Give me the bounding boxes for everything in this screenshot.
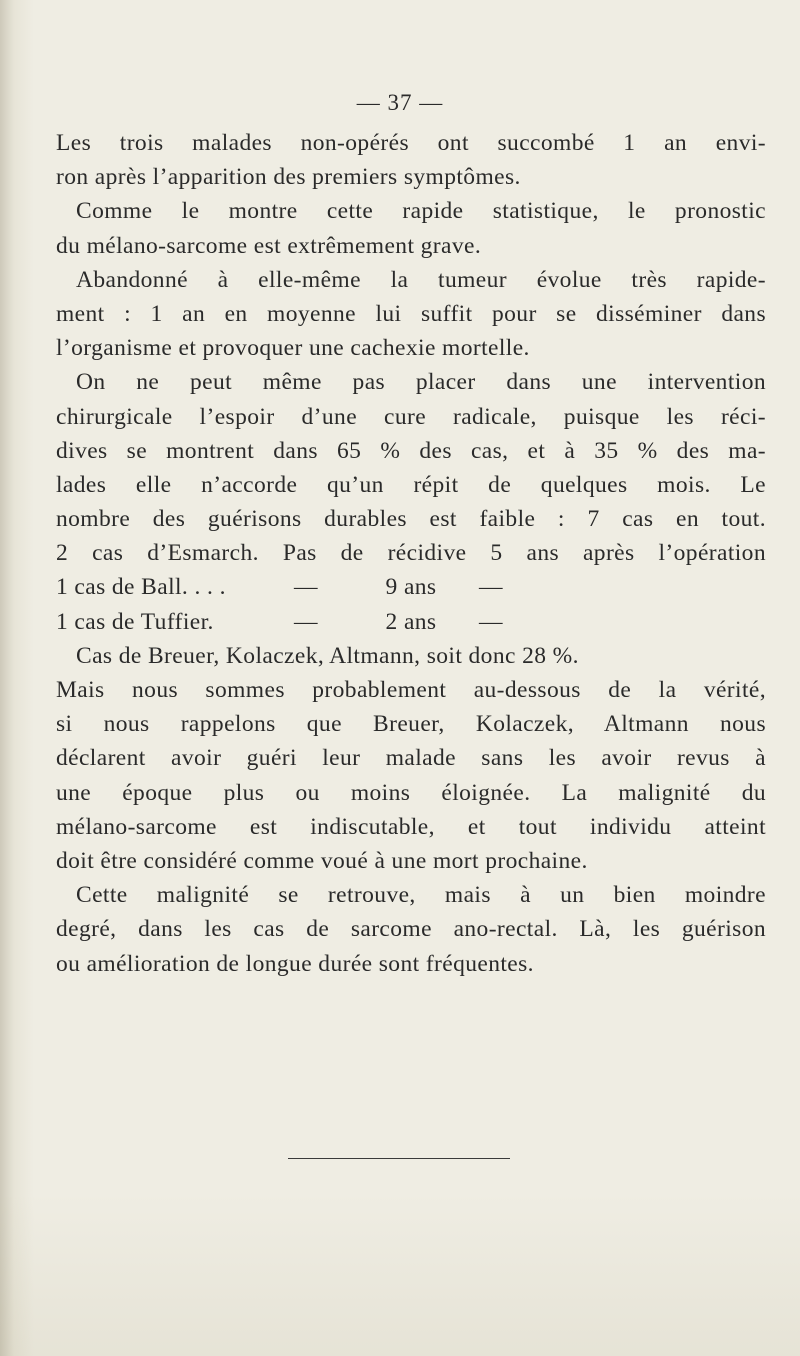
text-line: Abandonné à elle-même la tumeur évolue très rapide- — [76, 266, 766, 293]
paragraph-3 — [56, 365, 766, 536]
text-line: chirurgicale l’espoir d’une cure radicale, puisque les réci- — [56, 403, 766, 430]
text-line: Cas de Breuer, Kolaczek, Altmann, soit donc 28 %. — [76, 642, 579, 669]
text-line: l’organisme et provoquer une cachexie mortelle. — [56, 335, 530, 362]
case-label: 1 cas de Ball. . . . — [56, 574, 226, 601]
text-line: doit être considéré comme voué à une mort prochaine. — [56, 847, 588, 874]
paragraph-4 — [56, 639, 766, 878]
text-line: Mais nous sommes probablement au-dessous de la vérité, — [56, 677, 766, 703]
text-line: du mélano-sarcome est extrêmement grave. — [56, 232, 482, 259]
case-dash: — — [294, 608, 318, 635]
paragraph-1 — [56, 126, 766, 263]
text-line: ron après l’apparition des premiers symptômes. — [56, 164, 521, 191]
text-line: une époque plus ou moins éloignée. La malignité du — [56, 779, 766, 806]
case-dash: — — [294, 574, 318, 601]
text-line: lades elle n’accorde qu’un répit de quelques mois. Le — [56, 471, 766, 498]
text-line: degré, dans les cas de sarcome ano-rectal. Là, les guérison — [56, 916, 766, 943]
case-dash: — — [479, 608, 503, 635]
text-line: nombre des guérisons durables est faible : 7 cas en tout. — [56, 506, 766, 533]
text-line: ment : 1 an en moyenne lui suffit pour se disséminer dans — [56, 300, 766, 327]
page-number: — 37 — — [356, 90, 444, 115]
body-text — [56, 126, 766, 981]
paragraph-2 — [56, 263, 766, 366]
text-line: ou amélioration de longue durée sont fréquentes. — [56, 950, 534, 977]
cases-list — [56, 536, 766, 639]
case-label: 1 cas de Tuffier. — [56, 608, 214, 635]
case-dash: — — [479, 574, 503, 601]
text-line: si nous rappelons que Breuer, Kolaczek, Altmann nous — [56, 711, 766, 738]
case-row-ball — [56, 570, 766, 604]
text-line: Cette malignité se retrouve, mais à un bien moindre — [76, 882, 766, 909]
text-line: Les trois malades non-opérés ont succombé 1 an envi- — [56, 130, 766, 156]
text-line: dives se montrent dans 65 % des cas, et à 35 % des ma- — [56, 437, 766, 464]
text-line: On ne peut même pas placer dans une intervention — [76, 369, 766, 396]
text-line: Comme le montre cette rapide statistique, le pronostic — [76, 198, 766, 225]
case-duration: 2 ans — [385, 608, 437, 635]
case-duration: 9 ans — [385, 574, 437, 601]
text-line: mélano-sarcome est indiscutable, et tout individu atteint — [56, 813, 766, 840]
text-line: déclarent avoir guéri leur malade sans les avoir revus à — [56, 745, 766, 772]
paragraph-5 — [56, 878, 766, 981]
case-row-esmarch: 2 cas d’Esmarch. Pas de récidive 5 ans après l’opération — [56, 540, 766, 567]
case-row-tuffier — [56, 605, 766, 639]
end-rule — [288, 1158, 510, 1159]
